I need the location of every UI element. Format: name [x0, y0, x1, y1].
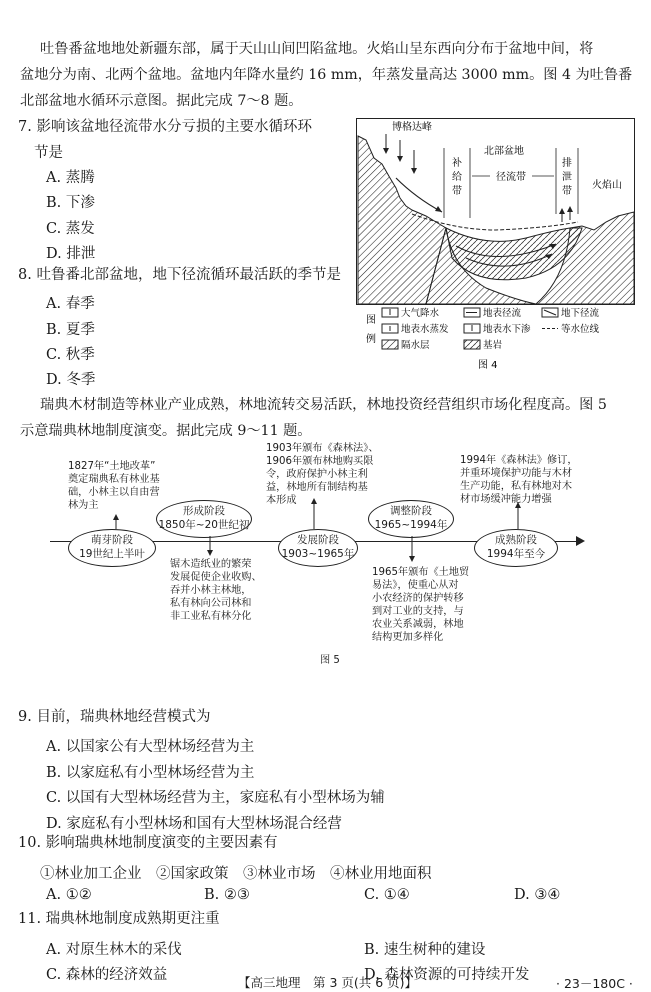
- stage-period: 1965~1994年: [374, 519, 448, 531]
- footer-page-info: 【高三地理 第 3 页(共 6 页)】: [238, 975, 418, 990]
- question-11-option-a[interactable]: A. 对原生林木的采伐: [46, 942, 182, 958]
- question-7-option-b[interactable]: B. 下渗: [46, 195, 95, 211]
- fig4-label-runoff: 径流带: [496, 172, 526, 183]
- note-line: 并重环境保护功能与木材: [460, 468, 573, 479]
- note-line: 发展促使企业收购、: [170, 572, 262, 583]
- note-line: 林为主: [68, 500, 99, 511]
- question-7-option-d[interactable]: D. 排泄: [46, 246, 96, 262]
- footer-code: · 23－180C ·: [556, 976, 633, 991]
- note-1903: [266, 442, 379, 507]
- fig4-label-discharge-1: 排: [562, 158, 572, 169]
- figure-4-water-cycle-diagram: [356, 118, 636, 374]
- question-8-option-c[interactable]: C. 秋季: [46, 347, 95, 363]
- question-10-factors: ①林业加工企业 ②国家政策 ③林业市场 ④林业用地面积: [40, 866, 432, 882]
- fig4-label-discharge-3: 带: [562, 186, 572, 197]
- note-line: 吞并小林主林地，: [170, 585, 252, 596]
- stage-name: 成熟阶段: [495, 534, 537, 546]
- note-line: 私有林向公司林和: [170, 598, 252, 609]
- note-1994: [460, 454, 578, 506]
- note-line: 令，政府保护小林主利: [266, 469, 368, 480]
- fig4-legend-water-level: 等水位线: [561, 324, 600, 335]
- stage-period: 1903~1965年: [281, 548, 355, 560]
- fig4-legend-groundwater-runoff: 地下径流: [561, 308, 600, 319]
- fig4-caption: 图 4: [478, 360, 498, 371]
- stage-name: 发展阶段: [297, 534, 339, 546]
- question-11-stem: 11. 瑞典林地制度成熟期更注重: [18, 911, 220, 927]
- fig4-legend-title-2: 例: [366, 334, 376, 345]
- note-line: 小农经济的保护转移: [372, 593, 464, 604]
- question-10-option-d[interactable]: D. ③④: [514, 887, 561, 903]
- passage-2-line-2: 示意瑞典林地制度演变。据此完成 9～11 题。: [20, 423, 312, 439]
- fig4-label-peak: 博格达峰: [392, 122, 432, 133]
- question-7-stem: 7. 影响该盆地径流带水分亏损的主要水循环环: [18, 119, 312, 135]
- note-line: 生产功能，私有林地对木: [460, 481, 573, 492]
- question-7-stem-cont: 节是: [34, 145, 63, 161]
- note-line: 易法》，使重心从对: [372, 580, 459, 591]
- figure-4-svg: [356, 118, 636, 374]
- question-8-stem: 8. 吐鲁番北部盆地，地下径流循环最活跃的季节是: [18, 267, 341, 283]
- fig4-label-basin: 北部盆地: [484, 146, 524, 157]
- note-line: 结构更加多样化: [372, 632, 444, 643]
- stage-name: 调整阶段: [390, 505, 432, 517]
- note-line: 农业关系减弱，林地: [372, 619, 464, 630]
- question-10-option-a[interactable]: A. ①②: [46, 887, 92, 903]
- stage-period: 19世纪上半叶: [79, 548, 145, 560]
- question-10-option-b[interactable]: B. ②③: [204, 887, 250, 903]
- fig4-legend-title-1: 图: [366, 315, 376, 326]
- note-line: 材市场缓冲能力增强: [460, 494, 552, 505]
- fig4-legend-impermeable: 隔水层: [401, 340, 430, 351]
- passage-1-line-3: 北部盆地水循环示意图。据此完成 7～8 题。: [20, 93, 303, 109]
- bedrock-legend-icon: [464, 340, 480, 349]
- question-9-option-d[interactable]: D. 家庭私有小型林场和国有大型林场混合经营: [46, 816, 342, 832]
- note-line: 锯木造纸业的繁荣: [170, 559, 252, 570]
- note-line: 1906年颁布林地购买限: [266, 456, 374, 467]
- question-9-option-b[interactable]: B. 以家庭私有小型林场经营为主: [46, 765, 255, 781]
- fig4-legend-infiltration: 地表水下渗: [483, 324, 531, 335]
- note-line: 1994年《森林法》修订，: [460, 455, 578, 466]
- question-7-option-c[interactable]: C. 蒸发: [46, 221, 95, 237]
- passage-1-line-2: 盆地分为南、北两个盆地。盆地内年降水量约 16 mm，年蒸发量高达 3000 mm。图 4 为吐鲁番: [20, 67, 633, 83]
- note-line: 1965年颁布《土地贸: [372, 567, 470, 578]
- fig4-label-discharge-2: 泄: [562, 172, 572, 183]
- question-11-option-b[interactable]: B. 速生树种的建设: [364, 942, 486, 958]
- question-7-option-a[interactable]: A. 蒸腾: [46, 170, 95, 186]
- note-line: 础，小林主以自由营: [68, 487, 160, 498]
- impermeable-layer-legend-icon: [382, 340, 398, 349]
- question-8-option-a[interactable]: A. 春季: [46, 296, 95, 312]
- stage-name: 萌芽阶段: [91, 534, 133, 546]
- note-line: 1903年颁布《森林法》、: [266, 443, 379, 454]
- question-9-option-a[interactable]: A. 以国家公有大型林场经营为主: [46, 739, 255, 755]
- note-line: 本形成: [266, 495, 297, 506]
- note-line: 奠定瑞典私有林业基: [68, 474, 160, 485]
- fig4-legend-surface-runoff: 地表径流: [483, 308, 522, 319]
- question-9-stem: 9. 目前，瑞典林地经营模式为: [18, 709, 211, 725]
- fig4-legend-bedrock: 基岩: [483, 340, 503, 351]
- fig4-label-recharge-2: 给: [452, 172, 462, 183]
- question-8-option-d[interactable]: D. 冬季: [46, 372, 96, 388]
- passage-1-line-1: 吐鲁番盆地地处新疆东部，属于天山山间凹陷盆地。火焰山呈东西向分布于盆地中间，将: [40, 41, 594, 57]
- question-8-option-b[interactable]: B. 夏季: [46, 322, 95, 338]
- note-sawmill: [170, 558, 262, 623]
- fig4-label-flame-mountain: 火焰山: [592, 180, 622, 191]
- figure-5-caption: 图 5: [320, 655, 340, 666]
- note-line: 益，林地所有制结构基: [266, 482, 368, 493]
- fig4-legend-evaporation: 地表水蒸发: [401, 324, 449, 335]
- question-9-option-c[interactable]: C. 以国有大型林场经营为主，家庭私有小型林场为辅: [46, 790, 385, 806]
- figure-5-timeline: [50, 440, 590, 680]
- question-11-option-c[interactable]: C. 森林的经济效益: [46, 967, 168, 983]
- note-line: 到对工业的支持，与: [372, 606, 464, 617]
- fig4-label-recharge-1: 补: [452, 158, 462, 169]
- question-10-option-c[interactable]: C. ①④: [364, 887, 410, 903]
- note-line: 1827年“土地改革”: [68, 461, 156, 472]
- stage-period: 1850年~20世纪初: [158, 519, 250, 531]
- stage-period: 1994年至今: [486, 548, 546, 560]
- question-10-stem: 10. 影响瑞典林地制度演变的主要因素有: [18, 835, 278, 851]
- stage-name: 形成阶段: [183, 505, 225, 517]
- note-line: 非工业私有林分化: [170, 611, 252, 622]
- question-11-option-d[interactable]: D. 森林资源的可持续开发: [364, 967, 530, 983]
- fig4-label-recharge-3: 带: [452, 186, 462, 197]
- note-1827: [68, 460, 160, 512]
- passage-2-line-1: 瑞典木材制造等林业产业成熟，林地流转交易活跃，林地投资经营组织市场化程度高。图 5: [40, 397, 607, 413]
- fig4-legend-rain: 大气降水: [401, 308, 440, 319]
- note-1965: [372, 566, 469, 644]
